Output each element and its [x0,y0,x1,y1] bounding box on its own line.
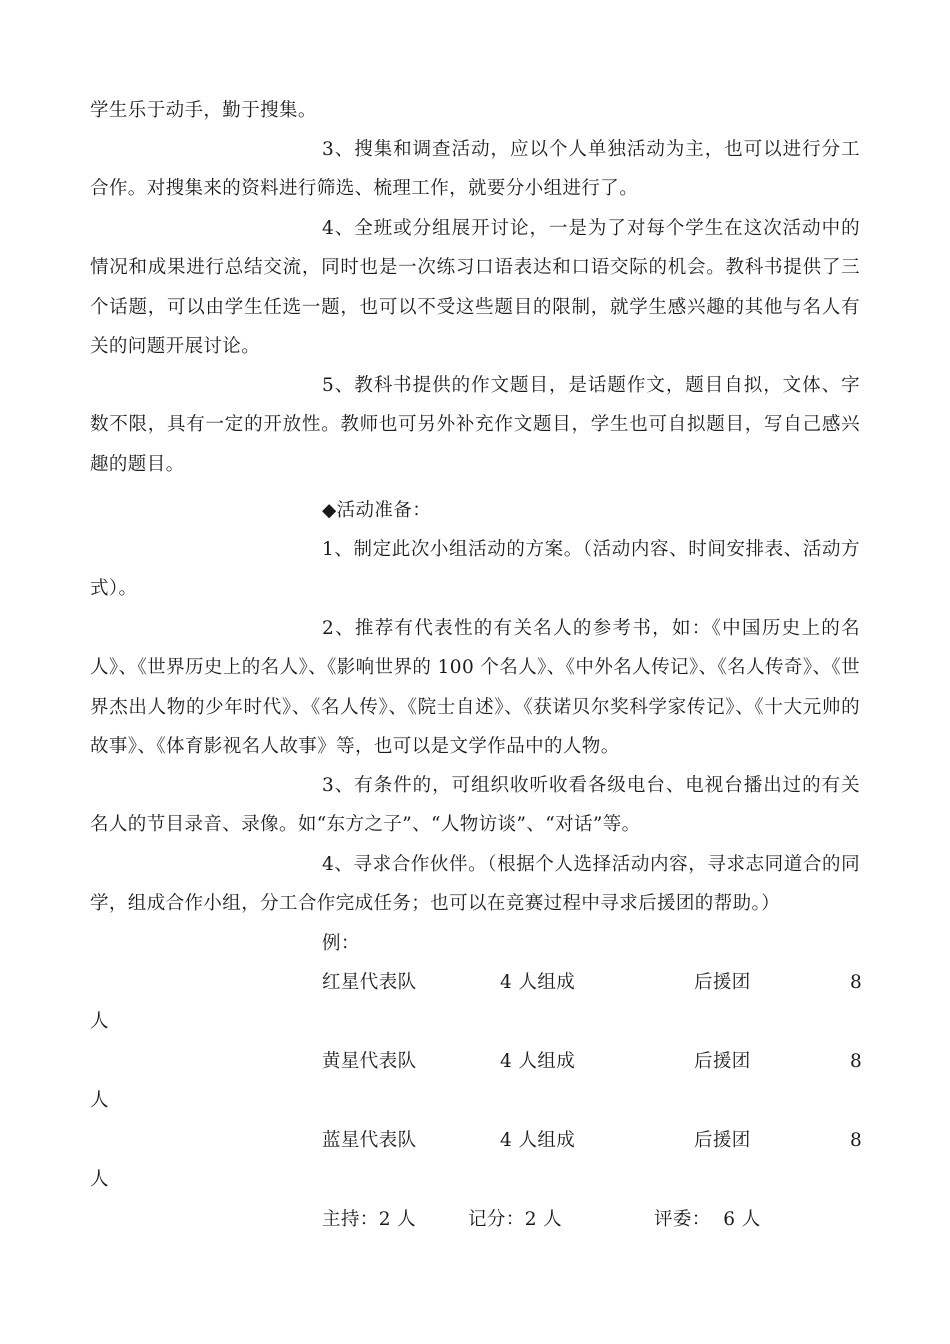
staff-judges: 评委： 6 人 [654,1209,761,1230]
team-row [90,1121,863,1201]
prep-item-3: 3、有条件的，可组织收听收看各级电台、电视台播出过的有关名人的节目录音、录像。如“东方之子”、“人物访谈”、“对话”等。 [90,775,860,836]
team-support: 后援团 [694,1051,751,1072]
team-support-count: 8 [850,1130,863,1151]
prep-item-4: 4、寻求合作伙伴。（根据个人选择活动内容，寻求志同道合的同学，组成合作小组，分工合作完成任务；也可以在竞赛过程中寻求后援团的帮助。） [90,854,860,915]
staff-host: 主持：2 人 [322,1209,417,1230]
team-support-count: 8 [850,972,863,993]
team-row [90,1042,863,1122]
team-members: 4 人组成 [500,1051,576,1072]
team-support: 后援团 [694,972,751,993]
team-name: 蓝星代表队 [322,1130,417,1151]
prep-item-2: 2、推荐有代表性的有关名人的参考书，如：《中国历史上的名人》、《世界历史上的名人》、《影响世界的 100 个名人》、《中外名人传记》、《名人传奇》、《世界杰出人物的少年时代》、《名人传》、《院士自述》、《获诺贝尔奖科学家传记》、《十大元帅的故事》、《体育影视名人故事》等，也可以是文学作品中的人物。 [90,618,860,757]
team-members: 4 人组成 [500,972,576,993]
team-support: 后援团 [694,1130,751,1151]
section-heading-activity-prep: ◆活动准备： [322,500,432,521]
team-name: 黄星代表队 [322,1051,417,1072]
example-label: 例： [322,933,360,954]
team-name: 红星代表队 [322,972,417,993]
team-support-count: 8 [850,1051,863,1072]
paragraph-item-4: 4、全班或分组展开讨论，一是为了对每个学生在这次活动中的情况和成果进行总结交流，同时也是一次练习口语表达和口语交际的机会。教科书提供了三个话题，可以由学生任选一题，也可以不受这些题目的限制，就学生感兴趣的其他与名人有关的问题开展讨论。 [90,218,860,357]
staff-scorer: 记分：2 人 [468,1209,563,1230]
team-support-unit: 人 [90,1090,109,1112]
paragraph-item-5: 5、教科书提供的作文题目，是话题作文，题目自拟，文体、字数不限，具有一定的开放性。教师也可另外补充作文题目，学生也可自拟题目，写自己感兴趣的题目。 [90,375,860,475]
prep-item-1: 1、制定此次小组活动的方案。（活动内容、时间安排表、活动方式）。 [90,539,860,600]
team-support-unit: 人 [90,1169,109,1191]
team-support-unit: 人 [90,1011,109,1033]
team-row [90,963,863,1043]
team-members: 4 人组成 [500,1130,576,1151]
paragraph-continuation: 学生乐于动手，勤于搜集。 [90,100,317,121]
paragraph-item-3: 3、搜集和调查活动，应以个人单独活动为主，也可以进行分工合作。对搜集来的资料进行筛选、梳理工作，就要分小组进行了。 [90,139,860,200]
